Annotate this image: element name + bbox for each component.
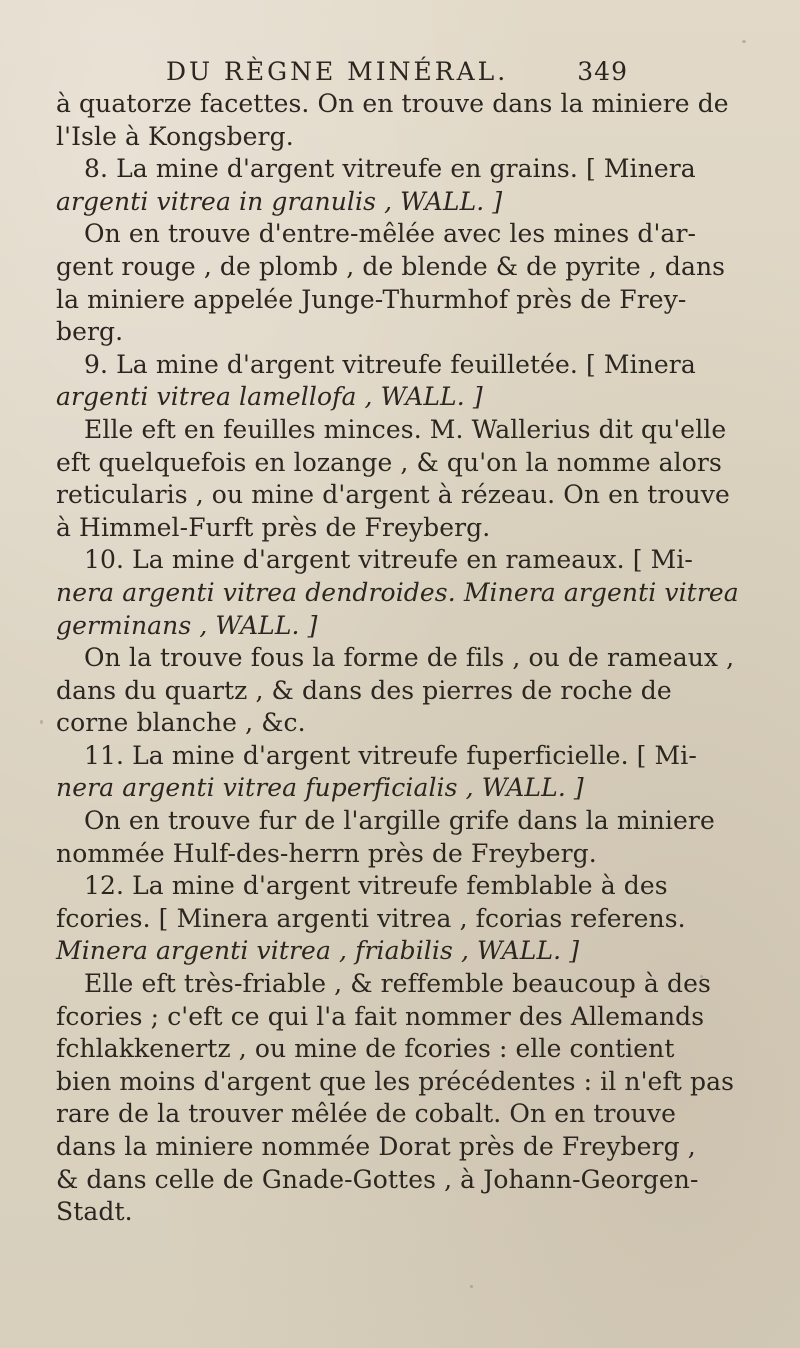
text-line: dans du quartz , & dans des pierres de roche de — [56, 675, 672, 705]
paper-spot — [470, 1285, 473, 1288]
text-line: 9. La mine d'argent vitreufe feuilletée. [ Minera — [84, 349, 696, 379]
running-title: DU RÈGNE MINÉRAL. — [166, 57, 509, 86]
text-line: gent rouge , de plomb , de blende & de pyrite , dans — [56, 251, 726, 281]
text-line: fchlakkenertz , ou mine de fcories : elle contient — [56, 1034, 675, 1064]
text-line: 11. La mine d'argent vitreufe fuperficielle. [ Mi- — [84, 740, 697, 770]
text-line: fcories. [ Minera argenti vitrea , fcorias referens. — [56, 903, 686, 933]
text-line: On en trouve fur de l'argille grife dans la miniere — [84, 806, 715, 836]
text-line: berg. — [56, 317, 124, 347]
text-line: fcories ; c'eft ce qui l'a fait nommer des Allemands — [56, 1001, 705, 1031]
page-text — [56, 52, 739, 1229]
text-line: eft quelquefois en lozange , & qu'on la nomme alors — [56, 447, 722, 477]
text-line: Elle eft en feuilles minces. M. Wallerius dit qu'elle — [84, 414, 727, 444]
text-line: 10. La mine d'argent vitreufe en rameaux. [ Mi- — [84, 545, 693, 575]
text-line: argenti vitrea in granulis , WALL. ] — [56, 186, 503, 216]
running-head — [56, 52, 638, 88]
text-line: germinans , WALL. ] — [56, 610, 318, 640]
text-line: & dans celle de Gnade-Gottes , à Johann-Georgen- — [56, 1164, 699, 1194]
text-line: 8. La mine d'argent vitreufe en grains. [ Minera — [84, 154, 696, 184]
text-line: reticularis , ou mine d'argent à rézeau. On en trouve — [56, 480, 730, 510]
text-line: On en trouve d'entre-mêlée avec les mines d'ar- — [84, 219, 697, 249]
text-line: nommée Hulf-des-herrn près de Freyberg. — [56, 838, 597, 868]
text-lines — [56, 88, 739, 1229]
text-line: rare de la trouver mêlée de cobalt. On en trouve — [56, 1099, 677, 1129]
text-line: nera argenti vitrea fuperficialis , WALL. ] — [56, 773, 584, 803]
text-line: bien moins d'argent que les précédentes : il n'eft pas — [56, 1066, 735, 1096]
text-line: argenti vitrea lamellofa , WALL. ] — [56, 382, 483, 412]
text-line: l'Isle à Kongsberg. — [56, 121, 294, 151]
text-line: à Himmel-Furft près de Freyberg. — [56, 512, 491, 542]
text-line: nera argenti vitrea dendroides. Minera argenti vitrea — [56, 577, 739, 607]
page-number: 349 — [577, 57, 628, 86]
paper-spot — [742, 40, 746, 43]
text-line: corne blanche , &c. — [56, 708, 306, 738]
text-line: Stadt. — [56, 1197, 133, 1227]
text-line: la miniere appelée Junge-Thurmhof près de Frey- — [56, 284, 687, 314]
text-line: dans la miniere nommée Dorat près de Freyberg , — [56, 1132, 696, 1161]
text-line: On la trouve fous la forme de fils , ou de rameaux , — [84, 643, 735, 673]
text-line: Minera argenti vitrea , friabilis , WALL. ] — [56, 936, 580, 966]
paper-spot — [40, 720, 43, 724]
text-line: Elle eft très-friable , & reffemble beaucoup à des — [84, 969, 711, 999]
text-line: 12. La mine d'argent vitreufe femblable à des — [84, 871, 668, 901]
text-line: à quatorze facettes. On en trouve dans la miniere de — [56, 89, 729, 118]
